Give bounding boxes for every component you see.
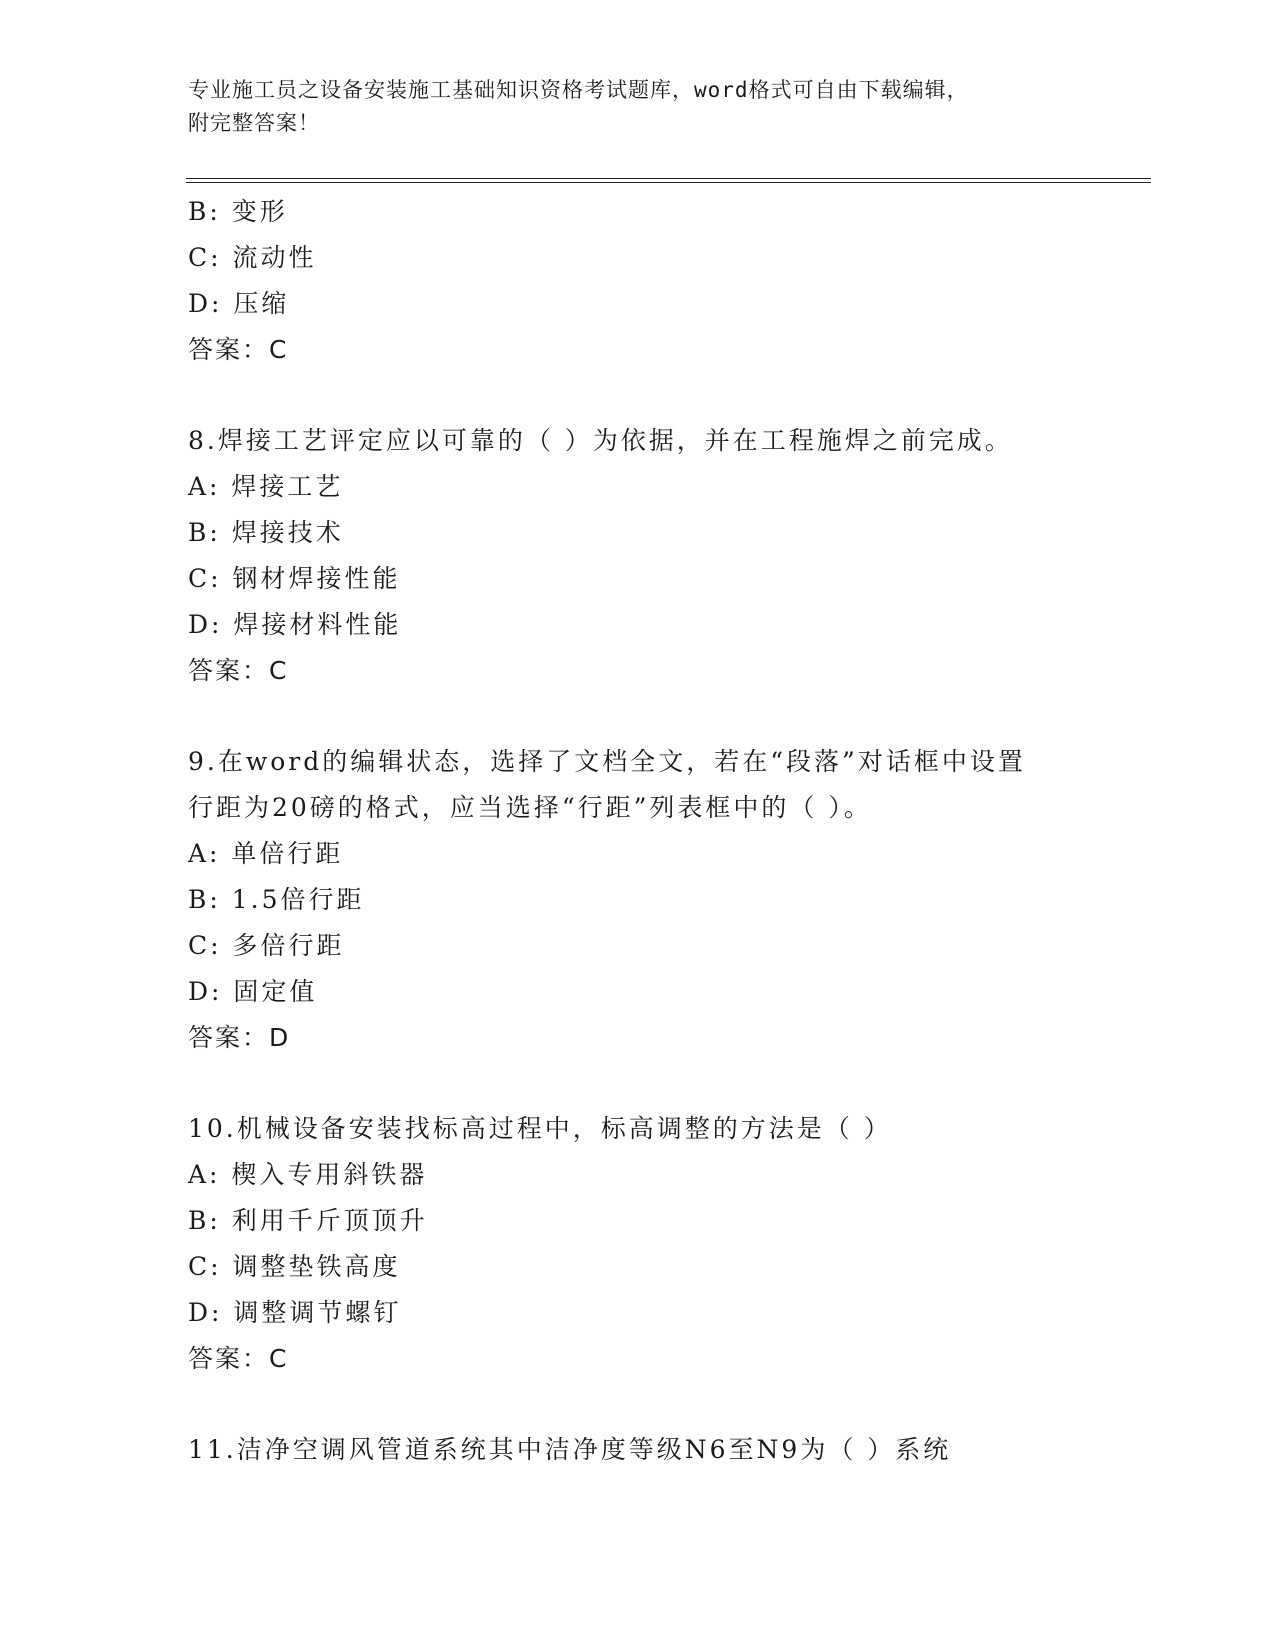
option-b: B: 1.5倍行距 xyxy=(188,885,365,914)
header-rule-bottom xyxy=(186,182,1151,183)
option-c: C: 调整垫铁高度 xyxy=(188,1252,401,1281)
option-a: A: 楔入专用斜铁器 xyxy=(188,1160,428,1189)
header-rule-top xyxy=(186,178,1151,179)
question-list xyxy=(188,189,1088,1473)
option-d: D: 焊接材料性能 xyxy=(188,610,402,639)
header-line-1: 专业施工员之设备安装施工基础知识资格考试题库，word格式可自由下载编辑， xyxy=(188,78,969,102)
question-8-text: 8.焊接工艺评定应以可靠的（ ）为依据，并在工程施焊之前完成。 xyxy=(188,426,1013,455)
option-b: B: 焊接技术 xyxy=(188,518,344,547)
option-d: D: 调整调节螺钉 xyxy=(188,1298,402,1327)
question-9-text-line-1: 9.在word的编辑状态，选择了文档全文，若在“段落”对话框中设置 xyxy=(188,747,1026,776)
question-10-text: 10.机械设备安装找标高过程中，标高调整的方法是（ ） xyxy=(188,1114,892,1143)
option-a: A: 焊接工艺 xyxy=(188,472,344,501)
option-d: D: 压缩 xyxy=(188,289,290,318)
option-b: B: 利用千斤顶顶升 xyxy=(188,1206,428,1235)
question-9-text-line-2: 行距为20磅的格式，应当选择“行距”列表框中的（ ）。 xyxy=(188,793,872,822)
answer: 答案：C xyxy=(188,335,289,364)
option-c: C: 多倍行距 xyxy=(188,931,345,960)
answer: 答案：C xyxy=(188,1344,289,1373)
header-line-2: 附完整答案！ xyxy=(188,111,320,135)
answer: 答案：C xyxy=(188,656,289,685)
option-c: C: 流动性 xyxy=(188,243,317,272)
option-c: C: 钢材焊接性能 xyxy=(188,564,401,593)
question-11-text: 11.洁净空调风管道系统其中洁净度等级N6至N9为（ ）系统 xyxy=(188,1435,952,1464)
option-d: D: 固定值 xyxy=(188,977,318,1006)
document-header xyxy=(188,74,1088,140)
option-b: B: 变形 xyxy=(188,197,288,226)
option-a: A: 单倍行距 xyxy=(188,839,344,868)
answer: 答案：D xyxy=(188,1023,291,1052)
